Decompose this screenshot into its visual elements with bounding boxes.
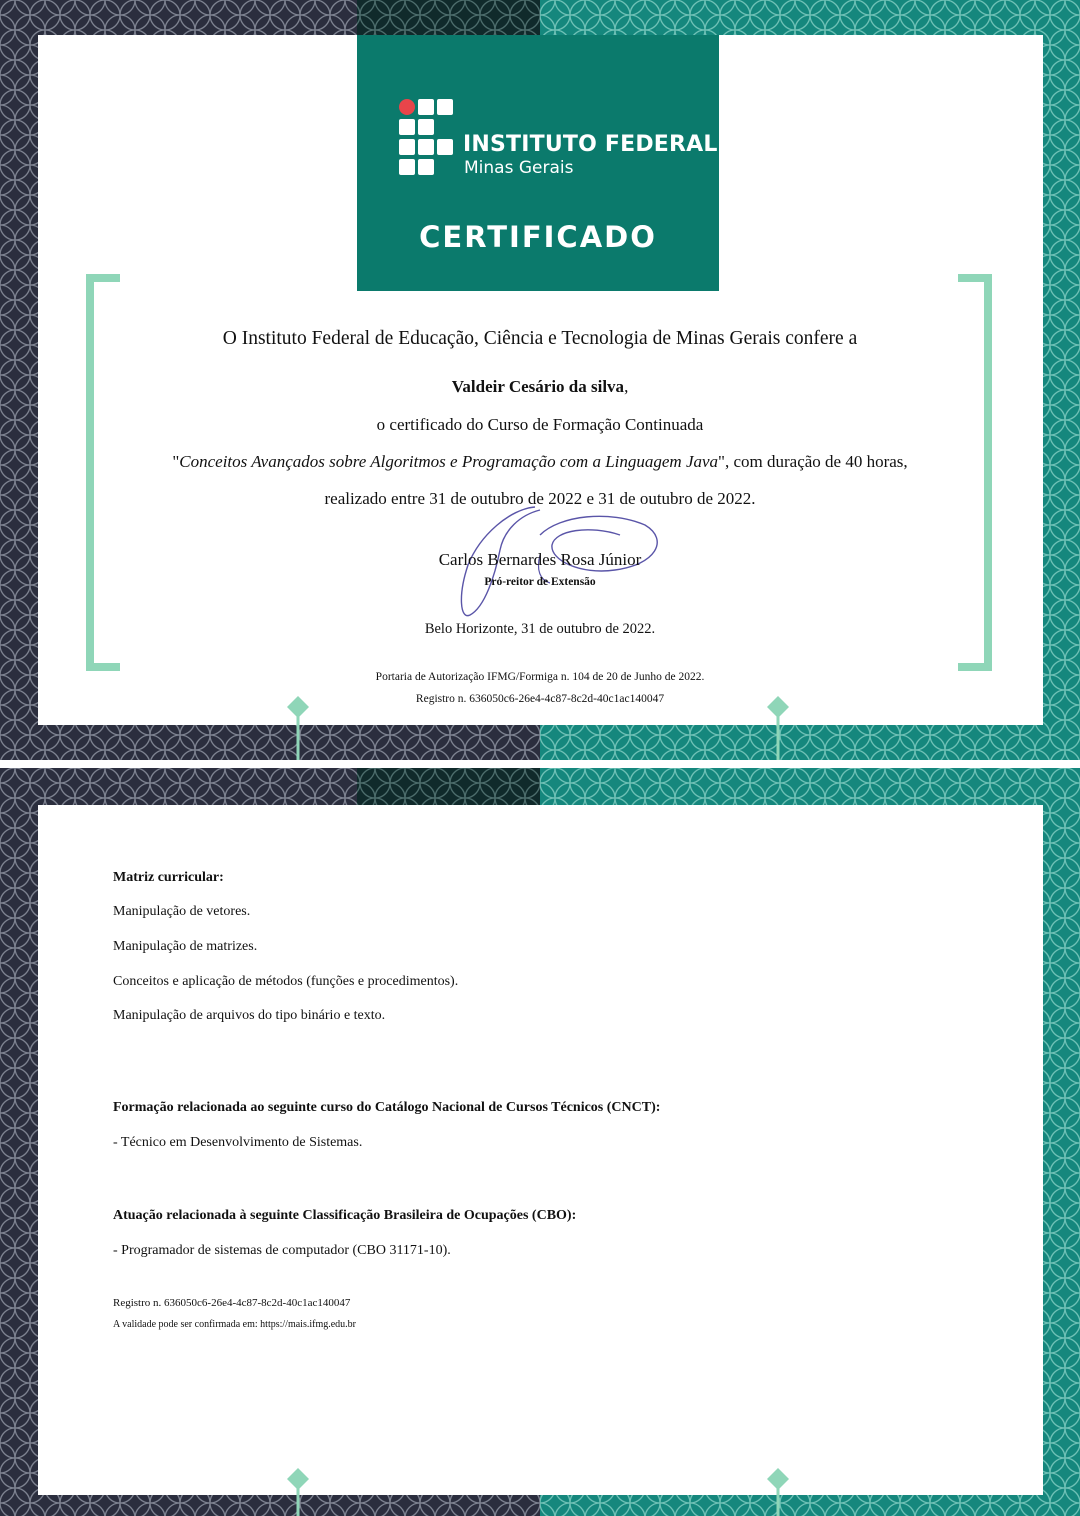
left-diamond-icon — [287, 1468, 309, 1490]
certificate-heading: CERTIFICADO — [419, 220, 657, 254]
intro-text: O Instituto Federal de Educação, Ciência e Tecnologia de Minas Gerais confere a — [222, 328, 858, 349]
signer-role: Pró-reitor de Extensão — [484, 576, 596, 588]
recipient-comma: , — [624, 377, 629, 396]
page-separator — [0, 760, 1080, 768]
certificate-line: o certificado do Curso de Formação Continuada — [376, 415, 704, 434]
institution-title: INSTITUTO FEDERAL — [463, 132, 718, 157]
certificate-back — [0, 768, 1080, 1516]
course-period: realizado entre 31 de outubro de 2022 e 31 de outubro de 2022. — [324, 489, 756, 508]
right-diamond-icon — [767, 1468, 789, 1490]
institution-subtitle: Minas Gerais — [464, 158, 574, 178]
curriculum-item: Manipulação de matrizes. — [113, 939, 258, 954]
curriculum-item: Conceitos e aplicação de métodos (funções e procedimentos). — [113, 974, 459, 989]
course-duration: ", com duração de 40 horas, — [718, 452, 908, 471]
recipient-name: Valdeir Cesário da silva — [451, 377, 625, 396]
recipient-line — [0, 377, 1080, 397]
cbo-item: - Programador de sistemas de computador (CBO 31171-10). — [113, 1243, 451, 1258]
cnct-item: - Técnico em Desenvolvimento de Sistemas. — [113, 1135, 363, 1150]
curriculum-item: Manipulação de vetores. — [113, 904, 251, 919]
registry-number: Registro n. 636050c6-26e4-4c87-8c2d-40c1ac140047 — [113, 1297, 351, 1309]
course-open-quote: " — [172, 452, 180, 471]
signer-name: Carlos Bernardes Rosa Júnior — [438, 550, 642, 569]
cnct-title: Formação relacionada ao seguinte curso do Catálogo Nacional de Cursos Técnicos (CNCT): — [113, 1100, 661, 1115]
curriculum-item: Manipulação de arquivos do tipo binário e texto. — [113, 1008, 386, 1023]
validation-note: A validade pode ser confirmada em: https://mais.ifmg.edu.br — [113, 1319, 356, 1330]
place-date: Belo Horizonte, 31 de outubro de 2022. — [424, 621, 656, 637]
course-line — [0, 452, 1080, 472]
authorization-text: Portaria de Autorização IFMG/Formiga n. 104 de 20 de Junho de 2022. — [375, 671, 705, 683]
cbo-title: Atuação relacionada à seguinte Classificação Brasileira de Ocupações (CBO): — [113, 1208, 577, 1223]
registry-number: Registro n. 636050c6-26e4-4c87-8c2d-40c1ac140047 — [415, 693, 665, 705]
curriculum-title: Matriz curricular: — [113, 870, 224, 885]
course-name: Conceitos Avançados sobre Algoritmos e Programação com a Linguagem Java — [179, 452, 719, 471]
